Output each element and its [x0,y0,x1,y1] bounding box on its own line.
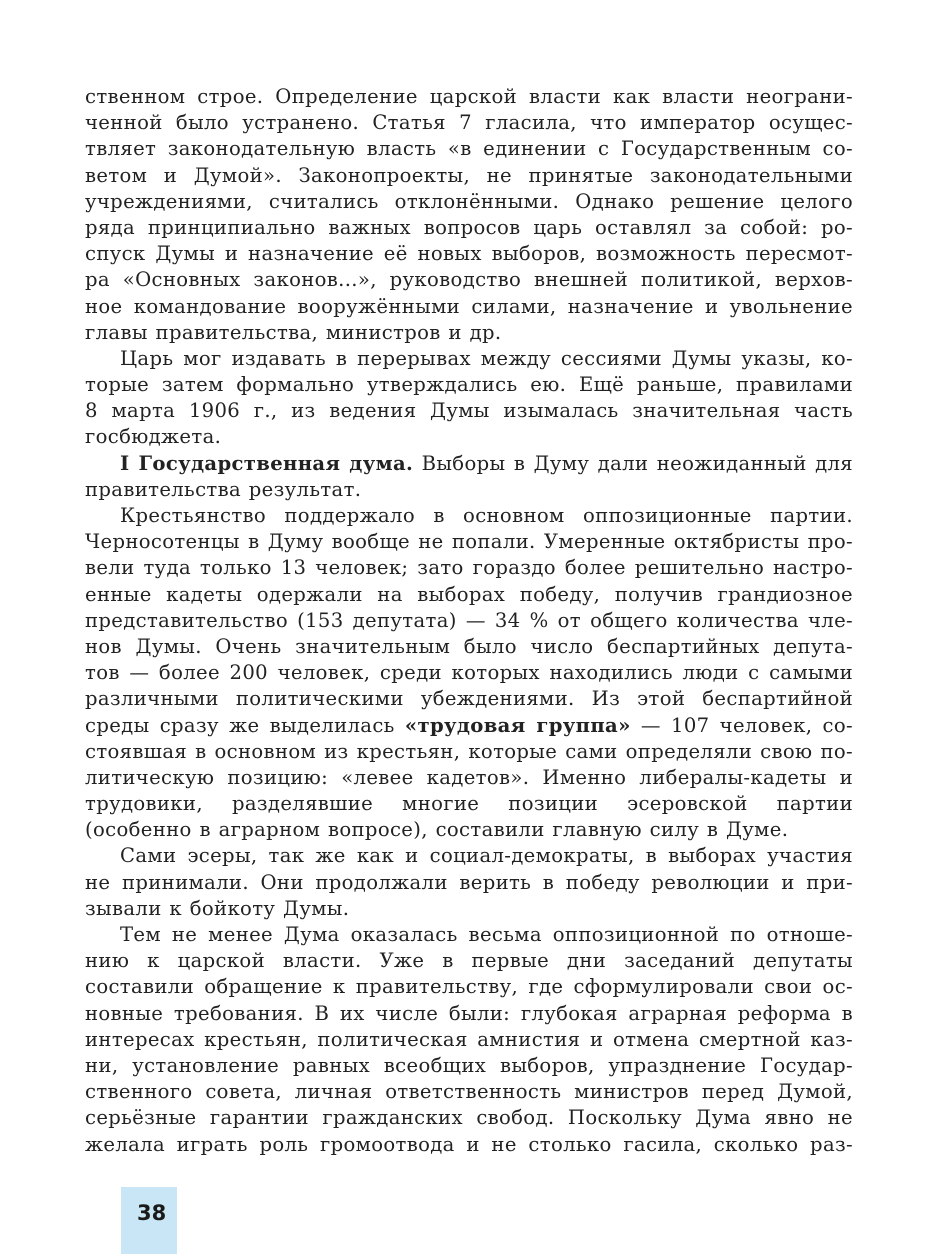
text-line: Сами эсеры, так же как и социал-демократы, в выборах участия [120,844,853,868]
paragraph-constitution [85,84,853,346]
text-line: представительство (153 депутата) — 34 % от общего количества чле- [85,608,853,632]
text-line: (особенно в аграрном вопросе), составили главную силу в Думе. [85,818,789,842]
page-body [85,84,853,1158]
text-line: ственном строе. Определение царской власти как власти неограни- [85,85,853,108]
text-run: среды сразу же выделилась [85,713,405,737]
text-line: ветом и Думой». Законопроекты, не принятые законодательными [85,163,853,187]
text-line [85,713,853,739]
paragraph-esers [85,843,853,922]
text-line: интересах крестьян, политическая амнистия и отмена смертной каз- [85,1027,853,1051]
text-line: литическую позицию: «левее кадетов». Именно либералы-кадеты и [85,765,853,789]
text-line: нов Думы. Очень значительным было число беспартийных депута- [85,634,853,658]
text-line: вели туда только 13 человек; зато гораздо более решительно настро- [85,556,853,580]
text-line: нию к царской власти. Уже в первые дни заседаний депутаты [85,949,853,973]
text-run: — 107 человек, со- [630,713,853,737]
section-heading: I Государственная дума. [120,451,414,475]
text-line: Черносотенцы в Думу вообще не попали. Умеренные октябристы про- [85,530,853,554]
text-line: торые затем формально утверждались ею. Ещё раньше, правилами [85,373,853,397]
text-line: серьёзные гарантии гражданских свобод. Поскольку Дума явно не [85,1106,853,1130]
bold-term-trudovaya-gruppa: «трудовая группа» [404,713,631,737]
text-line: ственного совета, личная ответственность министров перед Думой, [85,1080,853,1104]
text-line: 8 марта 1906 г., из ведения Думы изымалась значительная часть [85,399,853,423]
text-line: правительства результат. [85,477,362,501]
text-line: различными политическими убеждениями. Из этой беспартийной [85,687,853,711]
page-number: 38 [137,1201,167,1225]
text-line: не принимали. Они продолжали верить в победу революции и при- [85,870,853,894]
text-line: ченной было устранено. Статья 7 гласила, что император осущес- [85,111,853,135]
text-line: ряда принципиально важных вопросов царь оставлял за собой: ро- [85,215,853,239]
text-line: тов — более 200 человек, среди которых находились люди с самыми [85,661,853,685]
text-line: спуск Думы и назначение её новых выборов, возможность пересмот- [85,242,853,266]
text-line: енные кадеты одержали на выборах победу, получив грандиозное [85,582,853,606]
text-line: стоявшая в основном из крестьян, которые сами определяли свою по- [85,739,853,763]
text-line: Царь мог издавать в перерывах между сессиями Думы указы, ко- [120,346,853,370]
text-line: учреждениями, считались отклонёнными. Однако решение целого [85,189,853,213]
text-line: Тем не менее Дума оказалась весьма оппозиционной по отноше- [120,923,853,946]
text-line: составили обращение к правительству, где сформулировали свои ос- [85,975,853,999]
text-line: твляет законодательную власть «в единении с Государственным со- [85,137,853,161]
paragraph-first-duma [85,451,853,503]
text-line: желала играть роль громоотвода и не столько гасила, сколько раз- [85,1132,853,1156]
paragraph-decrees [85,346,853,451]
text-line: Крестьянство поддержало в основном оппозиционные партии. [120,504,853,527]
text-line: ни, установление равных всеобщих выборов, упразднение Государ- [85,1053,853,1077]
text-line: новные требования. В их числе были: глубокая аграрная реформа в [85,1001,853,1025]
text-line: главы правительства, министров и др. [85,320,502,344]
text-line: ное командование вооружёнными силами, назначение и увольнение [85,294,853,318]
text-line: зывали к бойкоту Думы. [85,896,350,920]
heading-line-rest: Выборы в Думу дали неожиданный для [413,451,853,475]
paragraph-elections [85,503,853,843]
text-line: госбюджета. [85,425,222,449]
text-line: трудовики, разделявшие многие позиции эсеровской партии [85,792,853,816]
paragraph-opposition [85,922,853,1158]
text-line [85,451,853,477]
text-line: ра «Основных законов...», руководство внешней политикой, верхов- [85,268,853,292]
